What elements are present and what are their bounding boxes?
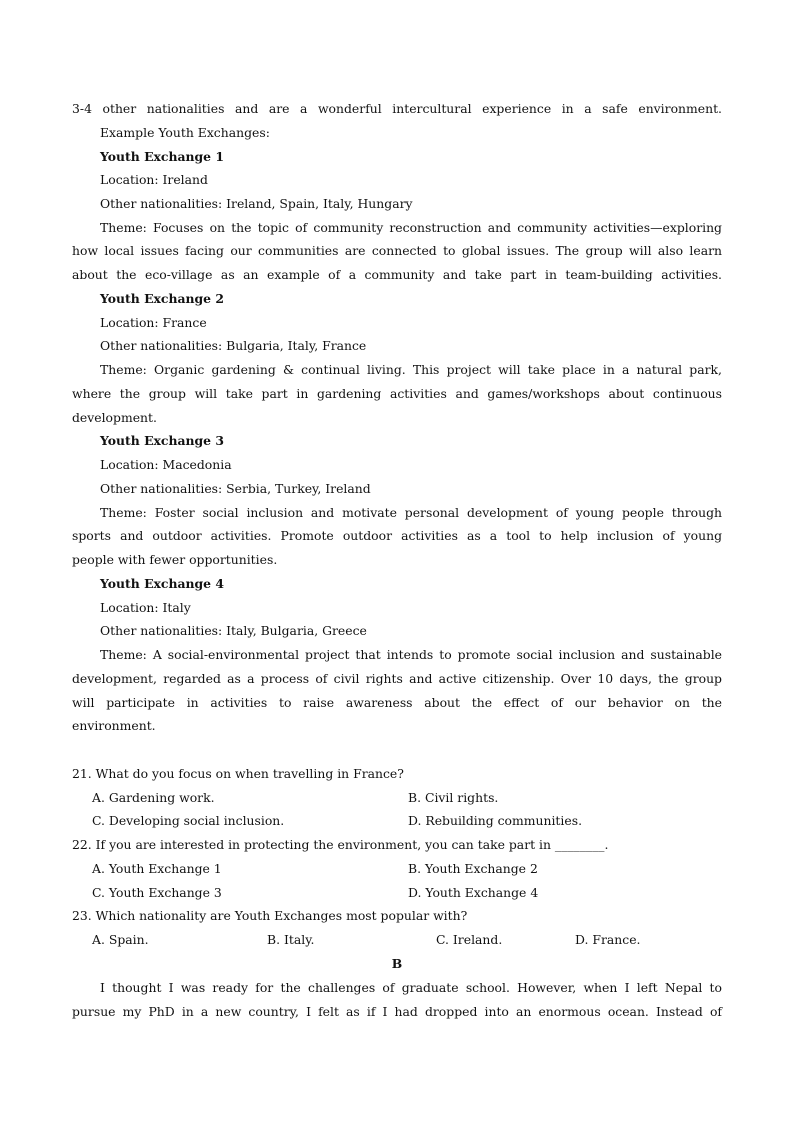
exchange-1-theme-line: how local issues facing our communities are connected to global issues. The group will also learn: [72, 243, 722, 258]
question-23-option-c: C. Ireland.: [436, 932, 503, 947]
section-b-line: pursue my PhD in a new country, I felt as if I had dropped into an enormous ocean. Instead of: [72, 1004, 722, 1019]
exchange-1-theme-line: Theme: Focuses on the topic of community reconstruction and community activities—exploring: [100, 220, 722, 235]
exchange-3-theme-line: Theme: Foster social inclusion and motivate personal development of young people through: [100, 505, 722, 520]
question-22-option-c: C. Youth Exchange 3: [92, 885, 222, 900]
exchange-2-theme-line: development.: [72, 410, 157, 425]
intro-line: 3-4 other nationalities and are a wonderful intercultural experience in a safe environment.: [72, 101, 722, 116]
exchange-4-title: Youth Exchange 4: [100, 576, 224, 591]
exchange-3-theme-line: sports and outdoor activities. Promote outdoor activities as a tool to help inclusion of young: [72, 528, 722, 543]
question-21-option-a: A. Gardening work.: [92, 790, 215, 805]
exchange-2-theme-line: where the group will take part in gardening activities and games/workshops about continuous: [72, 386, 722, 401]
question-23-option-d: D. France.: [575, 932, 641, 947]
question-22-option-a: A. Youth Exchange 1: [92, 861, 222, 876]
question-22-option-d: D. Youth Exchange 4: [408, 885, 539, 900]
exchange-2-nationalities: Other nationalities: Bulgaria, Italy, France: [100, 338, 367, 353]
exchange-2-title: Youth Exchange 2: [100, 291, 224, 306]
exchange-4-theme-line: Theme: A social-environmental project that intends to promote social inclusion and sustainable: [100, 647, 722, 662]
exchange-3-theme-line: people with fewer opportunities.: [72, 552, 278, 567]
exchange-4-theme-line: will participate in activities to raise awareness about the effect of our behavior on the: [72, 695, 722, 710]
question-23-option-b: B. Italy.: [267, 932, 315, 947]
exchange-3-nationalities: Other nationalities: Serbia, Turkey, Ireland: [100, 481, 371, 496]
exchange-4-location: Location: Italy: [100, 600, 191, 615]
exchange-1-nationalities: Other nationalities: Ireland, Spain, Italy, Hungary: [100, 196, 413, 211]
exchange-4-theme-line: development, regarded as a process of civil rights and active citizenship. Over 10 days, the group: [72, 671, 722, 686]
exchange-1-location: Location: Ireland: [100, 172, 208, 187]
question-22-option-b: B. Youth Exchange 2: [408, 861, 538, 876]
question-21-option-d: D. Rebuilding communities.: [408, 813, 583, 828]
question-21-option-c: C. Developing social inclusion.: [92, 813, 285, 828]
exchange-3-title: Youth Exchange 3: [100, 433, 224, 448]
section-b-heading: B: [391, 956, 403, 971]
exchange-2-location: Location: France: [100, 315, 207, 330]
question-22-stem: 22. If you are interested in protecting the environment, you can take part in ________.: [72, 837, 609, 852]
question-23-option-a: A. Spain.: [92, 932, 149, 947]
question-21-option-b: B. Civil rights.: [408, 790, 499, 805]
question-23-stem: 23. Which nationality are Youth Exchanges most popular with?: [72, 908, 468, 923]
exchange-2-theme-line: Theme: Organic gardening & continual living. This project will take place in a natural park,: [100, 362, 722, 377]
exchange-4-theme-line: environment.: [72, 718, 156, 733]
exchange-4-nationalities: Other nationalities: Italy, Bulgaria, Greece: [100, 623, 367, 638]
exchange-1-theme-line: about the eco-village as an example of a community and take part in team-building activities.: [72, 267, 722, 282]
section-b-line: I thought I was ready for the challenges of graduate school. However, when I left Nepal to: [100, 980, 722, 995]
question-21-stem: 21. What do you focus on when travelling in France?: [72, 766, 404, 781]
example-heading: Example Youth Exchanges:: [100, 125, 270, 140]
exchange-1-title: Youth Exchange 1: [100, 149, 224, 164]
exchange-3-location: Location: Macedonia: [100, 457, 232, 472]
